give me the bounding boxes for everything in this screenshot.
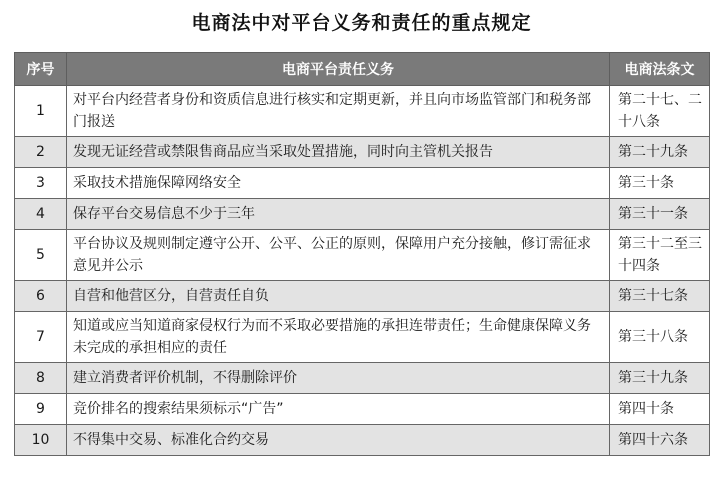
- row-article: 第二十七、二十八条: [610, 86, 710, 137]
- header-duty: 电商平台责任义务: [67, 53, 610, 86]
- table-row: [15, 230, 710, 281]
- row-number: 10: [15, 425, 67, 456]
- table-row: [15, 363, 710, 394]
- header-no: 序号: [15, 53, 67, 86]
- table-header-row: [15, 53, 710, 86]
- table-row: [15, 394, 710, 425]
- row-duty: 对平台内经营者身份和资质信息进行核实和定期更新，并且向市场监管部门和税务部门报送: [67, 86, 610, 137]
- table-row: [15, 425, 710, 456]
- header-article: 电商法条文: [610, 53, 710, 86]
- row-duty: 建立消费者评价机制，不得删除评价: [67, 363, 610, 394]
- table-row: [15, 312, 710, 363]
- row-number: 8: [15, 363, 67, 394]
- row-duty: 发现无证经营或禁限售商品应当采取处置措施，同时向主管机关报告: [67, 137, 610, 168]
- row-duty: 自营和他营区分，自营责任自负: [67, 281, 610, 312]
- row-article: 第二十九条: [610, 137, 710, 168]
- table-row: [15, 168, 710, 199]
- row-article: 第三十九条: [610, 363, 710, 394]
- page-title: 电商法中对平台义务和责任的重点规定: [191, 12, 532, 34]
- row-number: 5: [15, 230, 67, 281]
- row-article: 第三十二至三十四条: [610, 230, 710, 281]
- rules-table: [14, 52, 710, 456]
- row-duty: 平台协议及规则制定遵守公开、公平、公正的原则，保障用户充分接触，修订需征求意见并公示: [67, 230, 610, 281]
- row-article: 第三十一条: [610, 199, 710, 230]
- row-duty: 知道或应当知道商家侵权行为而不采取必要措施的承担连带责任；生命健康保障义务未完成的承担相应的责任: [67, 312, 610, 363]
- row-article: 第三十七条: [610, 281, 710, 312]
- row-number: 3: [15, 168, 67, 199]
- row-article: 第四十条: [610, 394, 710, 425]
- row-article: 第三十条: [610, 168, 710, 199]
- row-number: 7: [15, 312, 67, 363]
- row-number: 2: [15, 137, 67, 168]
- row-number: 1: [15, 86, 67, 137]
- row-number: 6: [15, 281, 67, 312]
- table-row: [15, 137, 710, 168]
- row-article: 第三十八条: [610, 312, 710, 363]
- row-duty: 采取技术措施保障网络安全: [67, 168, 610, 199]
- row-duty: 不得集中交易、标准化合约交易: [67, 425, 610, 456]
- row-number: 9: [15, 394, 67, 425]
- table-row: [15, 86, 710, 137]
- table-row: [15, 199, 710, 230]
- row-duty: 竞价排名的搜索结果须标示“广告”: [67, 394, 610, 425]
- row-duty: 保存平台交易信息不少于三年: [67, 199, 610, 230]
- row-article: 第四十六条: [610, 425, 710, 456]
- row-number: 4: [15, 199, 67, 230]
- table-row: [15, 281, 710, 312]
